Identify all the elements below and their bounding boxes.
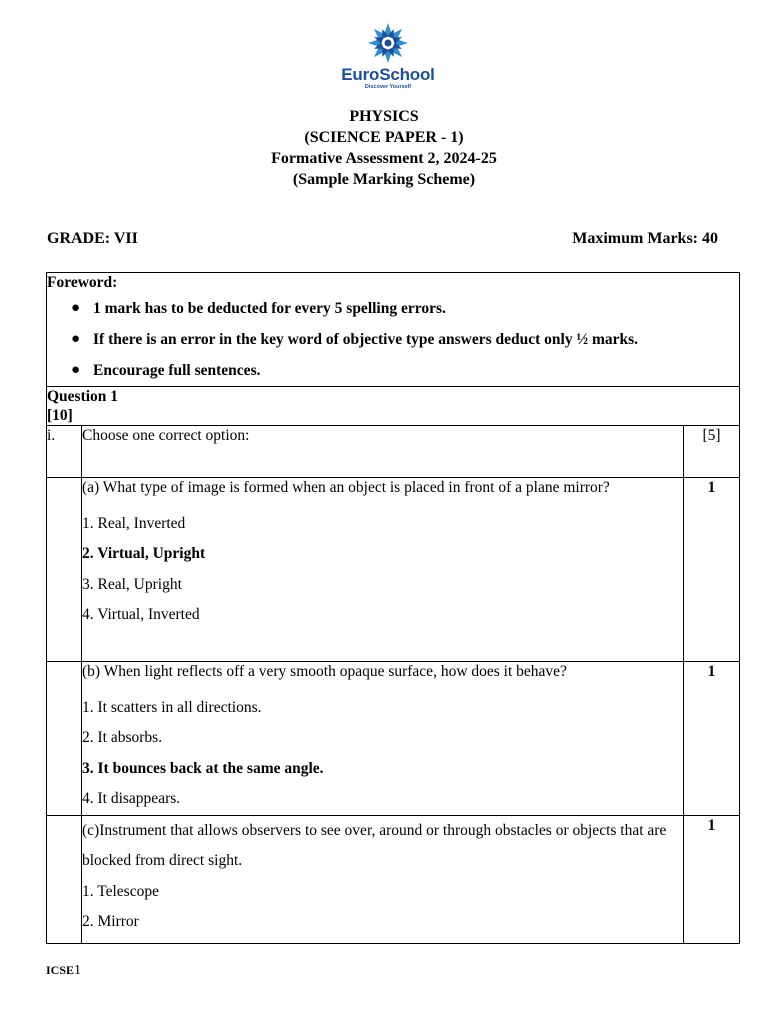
section-row [47, 426, 740, 478]
paper-title-block [0, 106, 768, 190]
page-footer [46, 963, 81, 979]
option: 3. Real, Upright [82, 575, 182, 593]
foreword-item: ● If there is an error in the key word of objective type answers deduct only ½ marks. [47, 324, 739, 355]
question-row-a [47, 478, 740, 662]
option: 1. It scatters in all directions. [82, 698, 262, 716]
option: 1. Telescope [82, 882, 159, 900]
foreword-item: ● 1 mark has to be deducted for every 5 spelling errors. [47, 293, 739, 324]
question-row-c [47, 815, 740, 943]
option: 2. Mirror [82, 913, 139, 930]
section-number: i. [47, 426, 82, 478]
foreword-list [47, 293, 739, 386]
question-mark: 1 [684, 662, 740, 816]
question-text: (c)Instrument that allows observers to see over, around or through obstacles or objects that are blocked from direct sight. [82, 821, 667, 869]
scheme-label: (Sample Marking Scheme) [292, 171, 476, 188]
option: 2. It absorbs. [82, 729, 163, 746]
question-header-cell [47, 387, 740, 426]
question-cell [82, 815, 684, 943]
logo-tagline: Discover Yourself [364, 84, 412, 90]
page-number: 1 [74, 963, 82, 978]
section-instruction: Choose one correct option: [82, 426, 684, 478]
question-mark: 1 [684, 478, 740, 662]
marking-scheme-table [46, 272, 740, 944]
foreword-item: ● Encourage full sentences. [47, 355, 739, 386]
logo-wordmark: EuroSchool [341, 65, 435, 84]
max-marks-label: Maximum Marks: 40 [572, 230, 718, 247]
empty-number-cell [47, 662, 82, 816]
empty-number-cell [47, 815, 82, 943]
question-mark: 1 [684, 815, 740, 943]
question-title: Question 1 [47, 388, 119, 405]
option: 4. Virtual, Inverted [82, 606, 200, 623]
question-cell [82, 662, 684, 816]
flower-logo-icon [365, 22, 411, 64]
euroschool-logo [338, 22, 438, 96]
question-row-b [47, 662, 740, 816]
paper-meta [47, 230, 718, 248]
paper-subtitle: (SCIENCE PAPER - 1) [304, 129, 464, 146]
section-marks: [5] [684, 426, 740, 478]
assessment-name: Formative Assessment 2, 2024-25 [271, 150, 497, 167]
question-header-row [47, 387, 740, 426]
foreword-cell [47, 273, 740, 387]
empty-number-cell [47, 478, 82, 662]
correct-option: 3. It bounces back at the same angle. [82, 759, 324, 777]
question-total-marks: [10] [47, 407, 73, 424]
question-text: (a) What type of image is formed when an object is placed in front of a plane mirror? [82, 479, 610, 496]
subject-title: PHYSICS [349, 108, 419, 125]
foreword-row [47, 273, 740, 387]
question-text: (b) When light reflects off a very smooth opaque surface, how does it behave? [82, 663, 567, 680]
option: 4. It disappears. [82, 790, 181, 807]
question-cell [82, 478, 684, 662]
footer-label: ICSE [46, 963, 75, 977]
foreword-title: Foreword: [47, 274, 118, 291]
correct-option: 2. Virtual, Upright [82, 545, 206, 562]
option: 1. Real, Inverted [82, 514, 186, 532]
grade-label: GRADE: VII [47, 230, 138, 247]
